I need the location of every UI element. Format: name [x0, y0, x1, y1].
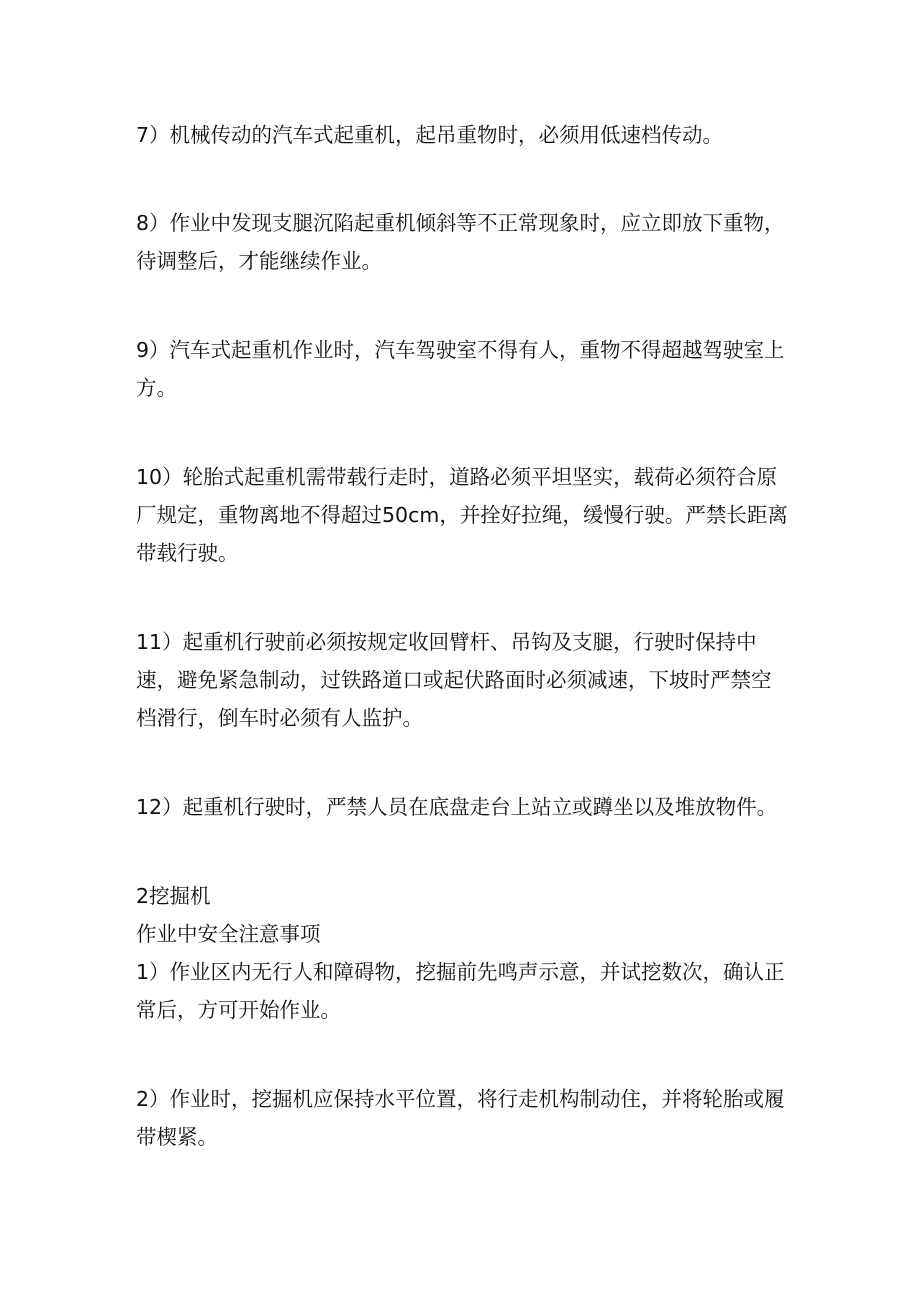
paragraph-item-8: 8）作业中发现支腿沉陷起重机倾斜等不正常现象时，应立即放下重物，待调整后，才能继续作业。	[136, 211, 785, 273]
paragraph-item-7: 7）机械传动的汽车式起重机，起吊重物时，必须用低速档传动。	[136, 123, 724, 147]
subsection-heading-safety-notes: 作业中安全注意事项	[136, 922, 321, 946]
paragraph-item-11: 11）起重机行驶前必须按规定收回臂杆、吊钩及支腿，行驶时保持中速，避免紧急制动，过铁路道口或起伏路面时必须减速，下坡时严禁空档滑行，倒车时必须有人监护。	[136, 630, 772, 730]
paragraph-item-12: 12）起重机行驶时，严禁人员在底盘走台上站立或蹲坐以及堆放物件。	[136, 795, 778, 819]
paragraph-excavator-1: 1）作业区内无行人和障碍物，挖掘前先鸣声示意，并试挖数次，确认正常后，方可开始作业。	[136, 960, 785, 1022]
paragraph-item-9: 9）汽车式起重机作业时，汽车驾驶室不得有人，重物不得超越驾驶室上方。	[136, 338, 785, 400]
paragraph-item-10: 10）轮胎式起重机需带载行走时，道路必须平坦坚实，载荷必须符合原厂规定，重物离地不得超过50cm，并拴好拉绳，缓慢行驶。严禁长距离带载行驶。	[136, 465, 788, 565]
document-body	[136, 116, 788, 1156]
paragraph-excavator-2: 2）作业时，挖掘机应保持水平位置，将行走机构制动住，并将轮胎或履带楔紧。	[136, 1087, 785, 1149]
section-heading-excavator: 2挖掘机	[136, 884, 211, 908]
